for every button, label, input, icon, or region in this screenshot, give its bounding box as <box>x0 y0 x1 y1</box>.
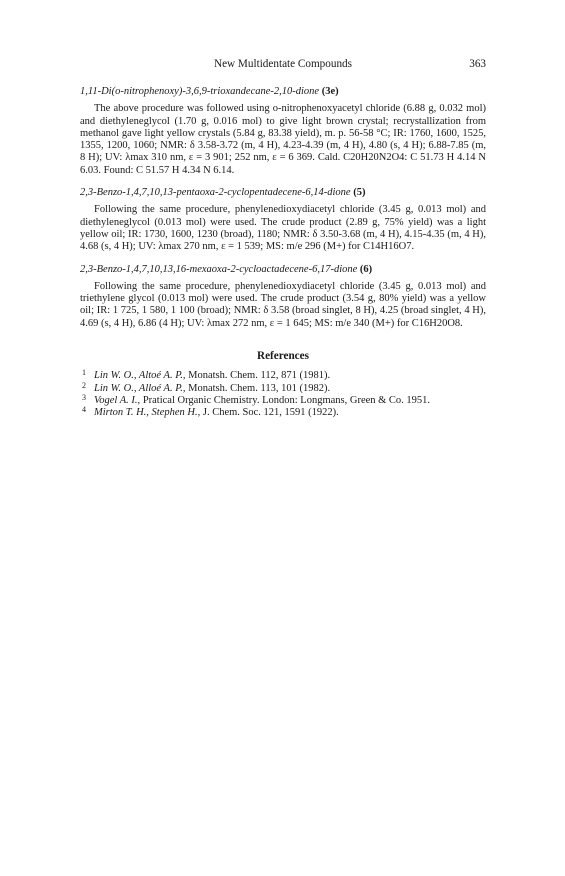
body-content <box>80 80 486 420</box>
reference-source: Pratical Organic Chemistry. London: Longmans, Green & Co. 1951. <box>142 394 431 406</box>
reference-number: 4 <box>82 405 86 415</box>
compound-name: 2,3-Benzo-1,4,7,10,13-pentaoxa-2-cyclopentadecene-6,14-dione <box>80 187 351 199</box>
reference-item <box>80 392 486 407</box>
compound-number: (5) <box>353 187 366 199</box>
reference-item <box>80 380 486 395</box>
compound-paragraph: Following the same procedure, phenylenedioxydiacetyl chloride (3.45 g, 0.013 mol) and diethyleneglycol (0.013 mol) were used. The crude product (2.89 g, 75% yield) was a light yellow oil; IR: 1730, 1600, 1230 (broad), 1180; NMR: δ 3.50-3.68 (m, 4 H), 4.15-4.35 (m, 4 H), 4.68 (s, 4 H); UV: λmax 270 nm, ε = 1 539; MS: m/e 296 (M+) for C14H16O7. <box>80 204 486 253</box>
reference-authors: Mirton T. H., Stephen H., <box>94 407 201 419</box>
compound-paragraph: Following the same procedure, phenylenedioxydiacetyl chloride (3.45 g, 0.013 mol) and triethylene glycol (0.013 mol) were used. The crude product (3.54 g, 80% yield) was a yellow oil; IR: 1 725, 1 580, 1 100 (broad); NMR: δ 3.58 (broad singlet, 8 H), 4.25 (broad singlet, 4 H), 4.69 (s, 4 H), 6.86 (4 H); UV: λmax 272 nm, ε = 1 645; MS: m/e 340 (M+) for C16H20O8. <box>80 280 486 329</box>
compound-name: 2,3-Benzo-1,4,7,10,13,16-mexaoxa-2-cycloactadecene-6,17-dione <box>80 263 358 275</box>
compound-number: (3e) <box>321 86 339 97</box>
reference-number: 1 <box>82 368 86 378</box>
reference-authors: Vogel A. I., <box>94 394 141 406</box>
compound-title <box>80 86 486 98</box>
compound-section <box>80 264 486 330</box>
reference-list <box>80 370 486 419</box>
compound-title <box>80 187 486 199</box>
reference-item <box>80 370 486 382</box>
compound-paragraph: The above procedure was followed using o-nitrophenoxyacetyl chloride (6.88 g, 0.032 mol) and diethyleneglycol (1.70 g, 0.016 mol) to give light brown crystal; recrystallization from methanol gave light yellow crystals (5.84 g, 83.38 yield), m. p. 56-58 °C; IR: 1760, 1600, 1525, 1355, 1200, 1060; NMR: δ 3.58-3.72 (m, 4 H), 4.23-4.39 (m, 4 H), 4.80 (s, 4 H); 6.88-7.85 (m, 8 H); UV: λmax 310 nm, ε = 3 901; 252 nm, ε = 6 369. Cald. C20H20N2O4: C 51.73 H 4.14 N 6.03. Found: C 51.57 H 4.34 N 6.14. <box>80 103 486 176</box>
compound-title <box>80 264 486 276</box>
references-heading: References <box>257 350 309 363</box>
reference-source: J. Chem. Soc. 121, 1591 (1922). <box>202 407 339 419</box>
compound-name: 1,11-Di(o-nitrophenoxy)-3,6,9-trioxandecane-2,10-dione <box>80 86 320 97</box>
compound-number: (6) <box>359 263 373 275</box>
compound-section <box>80 187 486 253</box>
reference-number: 2 <box>82 380 86 390</box>
reference-source: Monatsh. Chem. 113, 101 (1982). <box>188 382 331 394</box>
compound-section <box>80 86 486 177</box>
running-header <box>80 58 486 74</box>
reference-authors: Lin W. O., Alloé A. P., <box>94 382 186 394</box>
reference-source: Monatsh. Chem. 112, 871 (1981). <box>188 370 331 382</box>
reference-number: 3 <box>82 392 86 402</box>
page-number: 363 <box>469 58 486 70</box>
reference-item <box>80 407 486 419</box>
running-title: New Multidentate Compounds <box>214 58 352 70</box>
reference-authors: Lin W. O., Altoé A. P., <box>94 370 186 382</box>
